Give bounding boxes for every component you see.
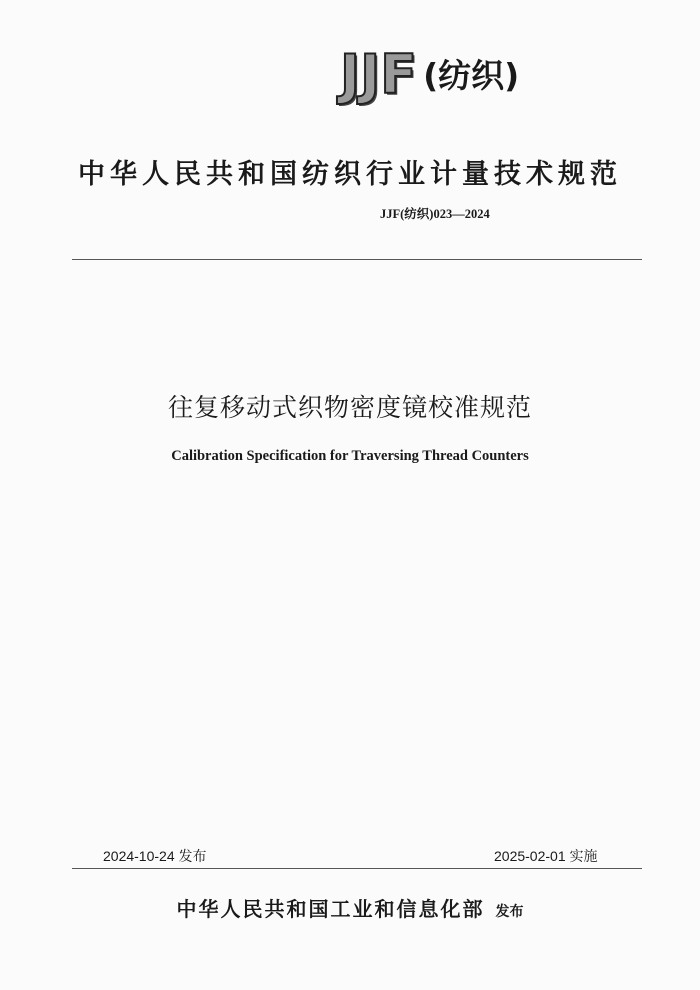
bottom-divider — [72, 868, 642, 869]
issue-date: 2024-10-24 发布 — [103, 848, 207, 864]
issuing-organization: 中华人民共和国工业和信息化部 — [176, 897, 485, 921]
document-title-cn: 往复移动式织物密度镜校准规范 — [167, 393, 532, 422]
logo-suffix: (纺织) — [423, 55, 520, 95]
document-number: JJF(纺织)023—2024 — [380, 207, 490, 221]
logo-mark: JJF — [340, 43, 418, 106]
document-title-en: Calibration Specification for Traversing Thread Counters — [171, 448, 529, 464]
standard-category-title: 中华人民共和国纺织行业计量技术规范 — [78, 159, 622, 190]
issuing-action: 发布 — [495, 904, 524, 920]
jjf-logo — [340, 43, 520, 106]
top-divider — [72, 259, 642, 260]
effective-date: 2025-02-01 实施 — [494, 848, 598, 864]
issuing-authority — [0, 893, 700, 922]
